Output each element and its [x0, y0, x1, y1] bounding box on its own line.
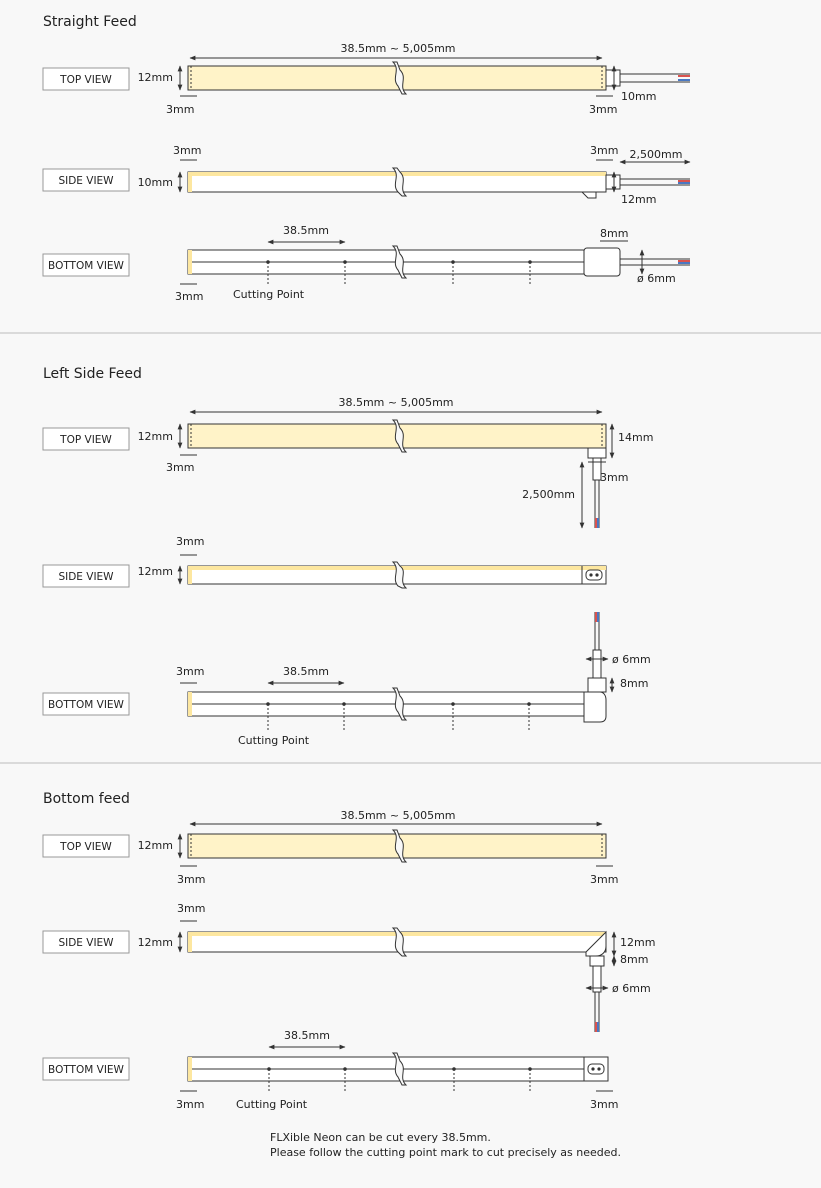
section-title: Bottom feed [43, 791, 130, 807]
dimension-label: 3mm [590, 1098, 619, 1111]
footnote-line: Please follow the cutting point mark to cut precisely as needed. [270, 1146, 621, 1159]
neon-strip [188, 246, 690, 278]
neon-strip [188, 830, 606, 862]
view-label: TOP VIEW [60, 841, 112, 853]
neon-strip [188, 1053, 608, 1085]
dimension-label: 3mm [177, 873, 206, 886]
dimension-label: 2,500mm [629, 148, 683, 161]
dimension-label: 10mm [137, 176, 173, 189]
dimension-label: 3mm [177, 902, 206, 915]
cutting-point-label: Cutting Point [238, 734, 310, 747]
connector-socket-icon [588, 1064, 604, 1074]
dimension-label: ø 6mm [637, 272, 676, 285]
dimension-label: 12mm [137, 430, 173, 443]
dimension-label: 38.5mm [284, 1029, 330, 1042]
bottom-cable [590, 956, 604, 1032]
view-label-box [43, 693, 129, 715]
view-label-box [43, 254, 129, 276]
view-label: SIDE VIEW [58, 571, 114, 583]
connector-socket-icon [586, 570, 602, 580]
view-label: SIDE VIEW [58, 937, 114, 949]
dimension-label: 12mm [620, 936, 656, 949]
dimension-label: 38.5mm ~ 5,005mm [338, 396, 454, 409]
cutting-point-label: Cutting Point [236, 1098, 308, 1111]
section-title: Left Side Feed [43, 366, 142, 382]
neon-strip [188, 688, 606, 722]
end-connector [606, 175, 690, 189]
dimension-label: 38.5mm [283, 224, 329, 237]
view-label-box [43, 428, 129, 450]
view-label-box [43, 68, 129, 90]
dimension-label: 3mm [590, 144, 619, 157]
dimension-label: 14mm [618, 431, 654, 444]
cutting-point-label: Cutting Point [233, 288, 305, 301]
dimension-label: 38.5mm [283, 665, 329, 678]
dimension-label: 3mm [176, 1098, 205, 1111]
footnote-line: FLXible Neon can be cut every 38.5mm. [270, 1131, 491, 1144]
dimension-label: 12mm [137, 71, 173, 84]
dimension-label: 3mm [166, 103, 195, 116]
view-label: BOTTOM VIEW [48, 699, 124, 711]
dimension-label: 12mm [621, 193, 657, 206]
dimension-label: 3mm [175, 290, 204, 303]
dimension-label: 3mm [600, 471, 629, 484]
neon-strip [188, 168, 606, 198]
view-label-box [43, 835, 129, 857]
view-label-box [43, 565, 129, 587]
neon-strip [188, 420, 606, 452]
neon-strip [188, 62, 606, 94]
view-label-box [43, 931, 129, 953]
view-label: BOTTOM VIEW [48, 260, 124, 272]
end-connector [606, 70, 690, 86]
dimension-label: 2,500mm [522, 488, 575, 501]
vertical-cable [588, 612, 606, 692]
dimension-label: 3mm [176, 535, 205, 548]
view-label: TOP VIEW [60, 434, 112, 446]
dimension-label: 10mm [621, 90, 657, 103]
dimension-label: 12mm [137, 936, 173, 949]
dimension-label: 8mm [620, 677, 649, 690]
dimension-label: ø 6mm [612, 982, 651, 995]
section-title: Straight Feed [43, 14, 137, 30]
dimension-label: 8mm [620, 953, 649, 966]
side-connector [588, 448, 606, 528]
dimension-label: 12mm [137, 565, 173, 578]
dimension-label: 3mm [590, 873, 619, 886]
dimension-label: 3mm [173, 144, 202, 157]
dimension-label: 8mm [600, 227, 629, 240]
view-label: BOTTOM VIEW [48, 1064, 124, 1076]
view-label: TOP VIEW [60, 74, 112, 86]
neon-strip [188, 562, 606, 588]
dimension-label: 38.5mm ~ 5,005mm [340, 809, 456, 822]
view-label: SIDE VIEW [58, 175, 114, 187]
dimension-label: ø 6mm [612, 653, 651, 666]
view-label-box [43, 169, 129, 191]
view-label-box [43, 1058, 129, 1080]
dimension-label: 12mm [137, 839, 173, 852]
dimension-label: 3mm [166, 461, 195, 474]
dimension-label: 3mm [589, 103, 618, 116]
dimension-label: 38.5mm ~ 5,005mm [340, 42, 456, 55]
neon-strip [188, 928, 606, 956]
dimension-label: 3mm [176, 665, 205, 678]
